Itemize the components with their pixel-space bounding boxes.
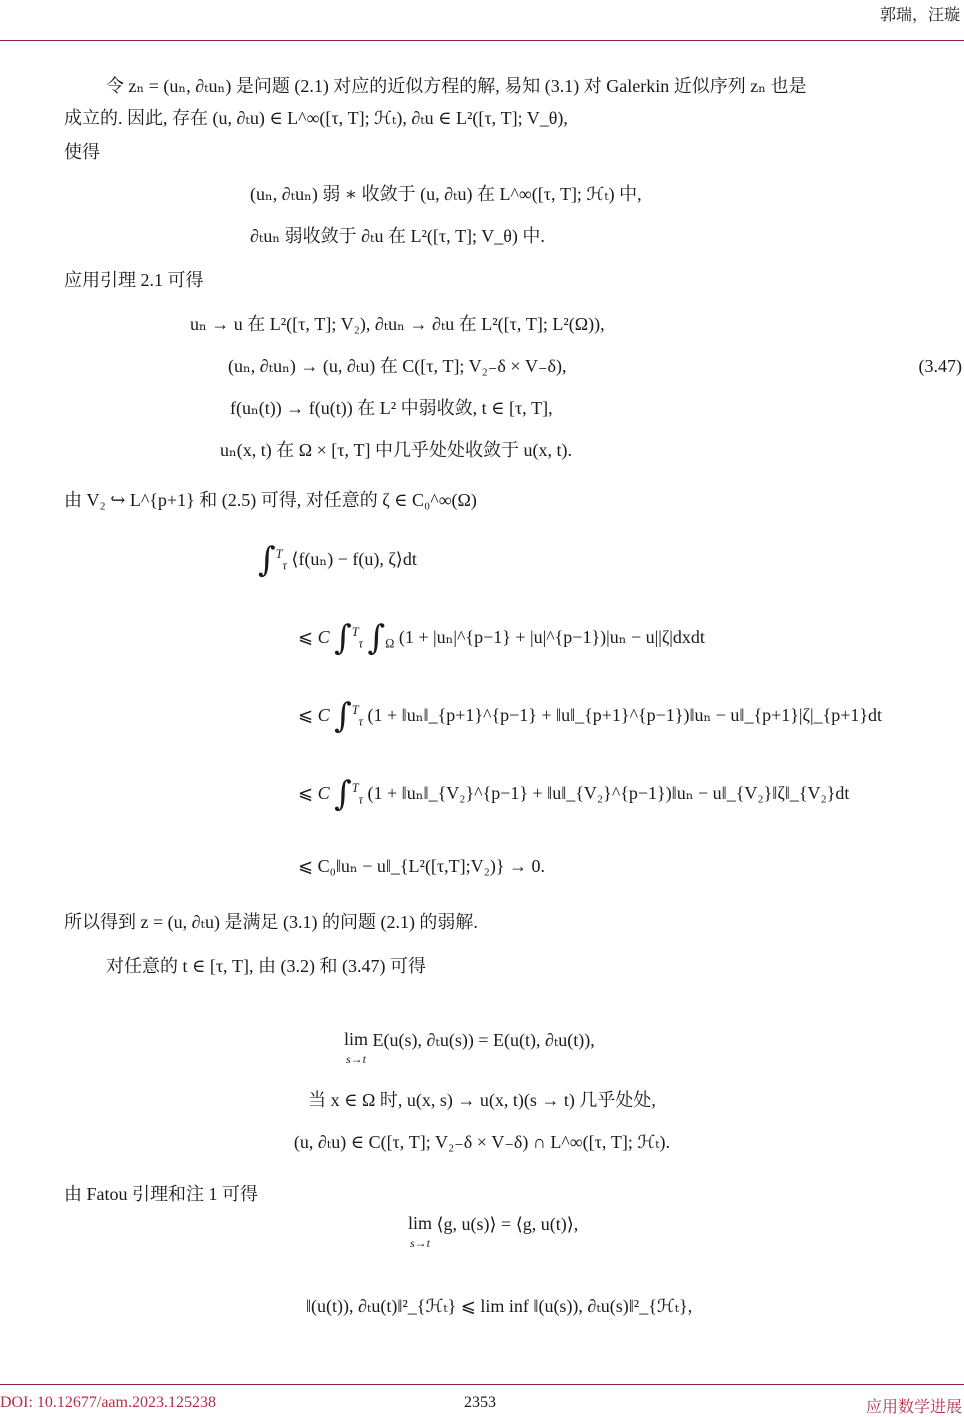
almost-everywhere-line: 当 x ∈ Ω 时, u(x, s) → u(x, t)(s → t) 几乎处处, — [308, 1090, 656, 1110]
any-t-line: 对任意的 t ∈ [τ, T], 由 (3.2) 和 (3.47) 可得 — [106, 956, 427, 976]
footer-rule — [0, 1384, 964, 1385]
integral-sign-icon: ∫ — [367, 618, 386, 658]
eq-347-line-3: f(uₙ(t)) → f(u(t)) 在 L² 中弱收敛, t ∈ [τ, T], — [230, 398, 553, 418]
header-rule — [0, 40, 964, 41]
lemma-line: 应用引理 2.1 可得 — [64, 270, 204, 290]
convergence-weak-star: (uₙ, ∂ₜuₙ) 弱 ∗ 收敛于 (u, ∂ₜu) 在 L^∞([τ, T]; ℋₜ) 中, — [250, 184, 642, 204]
footer-doi[interactable]: DOI: 10.12677/aam.2023.125238 — [0, 1394, 216, 1411]
footer-page-number: 2353 — [464, 1394, 496, 1411]
integral-sign-icon: ∫ — [334, 774, 352, 814]
eq-347-line-1: uₙ → u 在 L²([τ, T]; V₂), ∂ₜuₙ → ∂ₜu 在 L²([τ, T]; L²(Ω)), — [190, 314, 605, 334]
weak-solution-line: 所以得到 z = (u, ∂ₜu) 是满足 (3.1) 的问题 (2.1) 的弱解. — [64, 912, 478, 932]
integral-line-2: ⩽ C ∫$^T_\tau$ (1 + ‖uₙ‖_{p+1}^{p−1} + ‖u‖_{p+1}^{p−1})‖uₙ − u‖_{p+1}|ζ|_{p+1}dt — [298, 696, 883, 736]
integral-sign-icon: ∫ — [334, 696, 352, 736]
integral-line-3: ⩽ C ∫$^T_\tau$ (1 + ‖uₙ‖_{V₂}^{p−1} + ‖u‖_{V₂}^{p−1})‖uₙ − u‖_{V₂}‖ζ‖_{V₂}dt — [298, 774, 850, 814]
integral-sign-icon: ∫ — [334, 618, 352, 658]
embedding-line: 由 V₂ ↪ L^{p+1} 和 (2.5) 可得, 对任意的 ζ ∈ C₀^∞(Ω) — [64, 490, 477, 510]
eq-347-line-2: (uₙ, ∂ₜuₙ) → (u, ∂ₜu) 在 C([τ, T]; V₂₋δ × V₋δ), — [228, 356, 567, 376]
paragraph-1-line-1: 令 zₙ = (uₙ, ∂ₜuₙ) 是问题 (2.1) 对应的近似方程的解, 易知 (3.1) 对 Galerkin 近似序列 zₙ 也是 — [106, 76, 807, 96]
header-authors: 郭瑞，汪璇 — [879, 7, 960, 24]
space-membership-line: (u, ∂ₜu) ∈ C([τ, T]; V₂₋δ × V₋δ) ∩ L^∞([τ, T]; ℋₜ). — [293, 1132, 671, 1152]
limit-energy: lim s→t E(u(s), ∂ₜu(s)) = E(u(t), ∂ₜu(t)), — [344, 1029, 595, 1066]
integral-line-4: ⩽ C₀‖uₙ − u‖_{L²([τ,T];V₂)} → 0. — [298, 856, 546, 876]
eq-347-line-4: uₙ(x, t) 在 Ω × [τ, T] 中几乎处处收敛于 u(x, t). — [220, 440, 573, 460]
integral-line-1: ⩽ C ∫$^T_\tau$ $\int_\Omega$ (1 + |uₙ|^{p−1} + |u|^{p−1})|uₙ − u||ζ|dxdt — [298, 618, 705, 658]
paragraph-1-line-3: 使得 — [64, 142, 100, 162]
limit-functional: lim s→t ⟨g, u(s)⟩ = ⟨g, u(t)⟩, — [408, 1213, 579, 1250]
paragraph-1-line-2: 成立的. 因此, 存在 (u, ∂ₜu) ∈ L^∞([τ, T]; ℋₜ), ∂ₜu ∈ L²([τ, T]; V_θ), — [64, 108, 568, 128]
equation-number-347: (3.47) — [918, 356, 962, 376]
integral-sign-icon: ∫ — [258, 540, 276, 580]
liminf-inequality: ‖(u(t)), ∂ₜu(t)‖²_{ℋₜ} ⩽ lim inf ‖(u(s)), ∂ₜu(s)‖²_{ℋₜ}, — [306, 1296, 693, 1316]
convergence-weak: ∂ₜuₙ 弱收敛于 ∂ₜu 在 L²([τ, T]; V_θ) 中. — [250, 226, 545, 246]
fatou-line: 由 Fatou 引理和注 1 可得 — [64, 1184, 259, 1204]
integral-line-0: ∫$^T_\tau$ ⟨f(uₙ) − f(u), ζ⟩dt — [258, 540, 417, 580]
footer-journal[interactable]: 应用数学进展 — [865, 1399, 962, 1416]
